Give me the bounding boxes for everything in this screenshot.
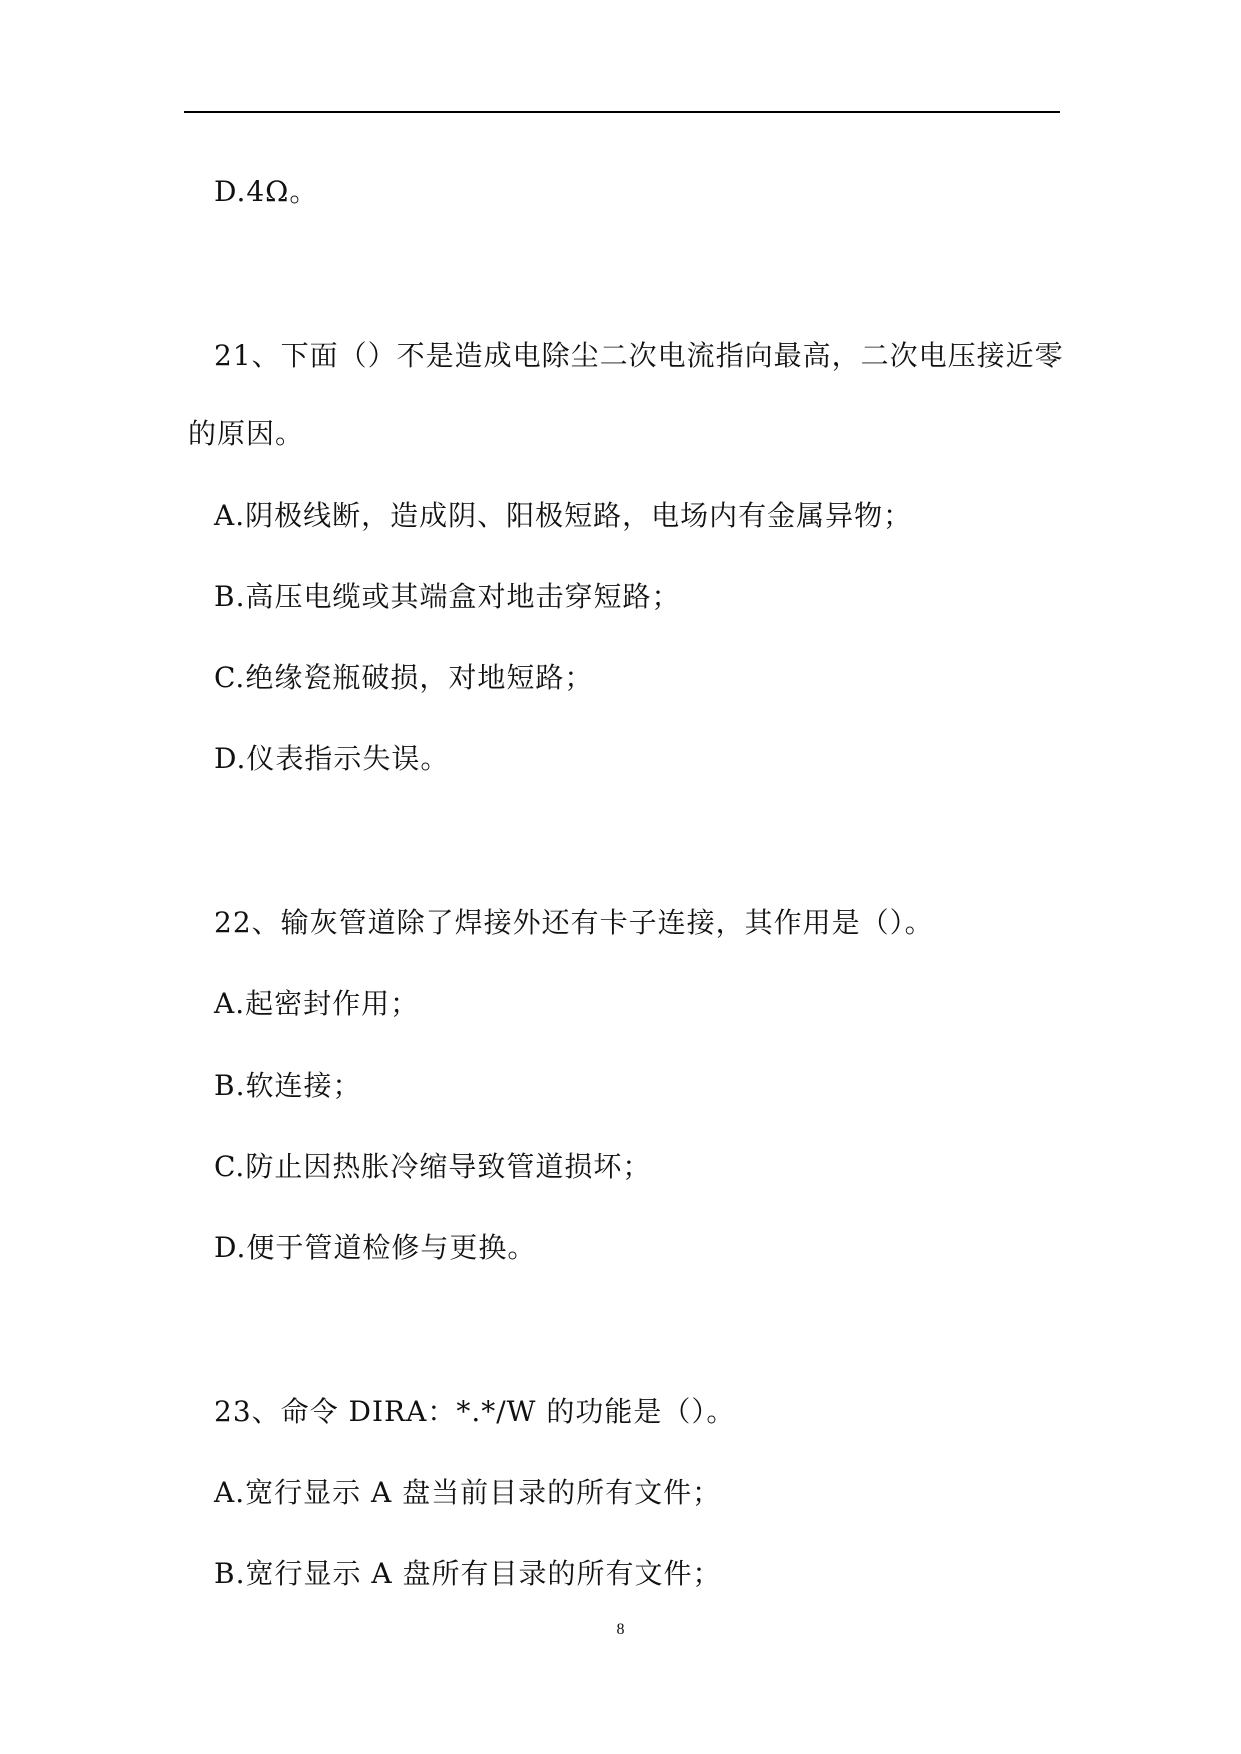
question-23-option-b: B.宽行显示 A 盘所有目录的所有文件； [214,1557,722,1590]
option-d-prev: D.4Ω。 [214,175,319,208]
question-22-option-b: B.软连接； [214,1069,362,1102]
question-23: 23、命令 DIRA：*.*/W 的功能是（）。 [214,1395,736,1428]
question-21-continuation: 的原因。 [188,417,305,450]
question-22: 22、输灰管道除了焊接外还有卡子连接，其作用是（）。 [214,906,934,939]
page-number: 8 [616,1621,625,1638]
question-21-option-c: C.绝缘瓷瓶破损，对地短路； [214,661,594,694]
question-21-option-a: A.阴极线断，造成阴、阳极短路，电场内有金属异物； [214,499,913,532]
question-22-option-a: A.起密封作用； [214,987,420,1020]
question-21-option-b: B.高压电缆或其端盒对地击穿短路； [214,580,681,613]
header-rule [184,111,1060,113]
question-23-option-a: A.宽行显示 A 盘当前目录的所有文件； [214,1476,722,1509]
question-22-option-c: C.防止因热胀冷缩导致管道损坏； [214,1150,652,1183]
question-21-option-d: D.仪表指示失误。 [214,742,450,775]
question-22-option-d: D.便于管道检修与更换。 [214,1231,537,1264]
question-21: 21、下面（）不是造成电除尘二次电流指向最高，二次电压接近零 [214,339,1064,372]
